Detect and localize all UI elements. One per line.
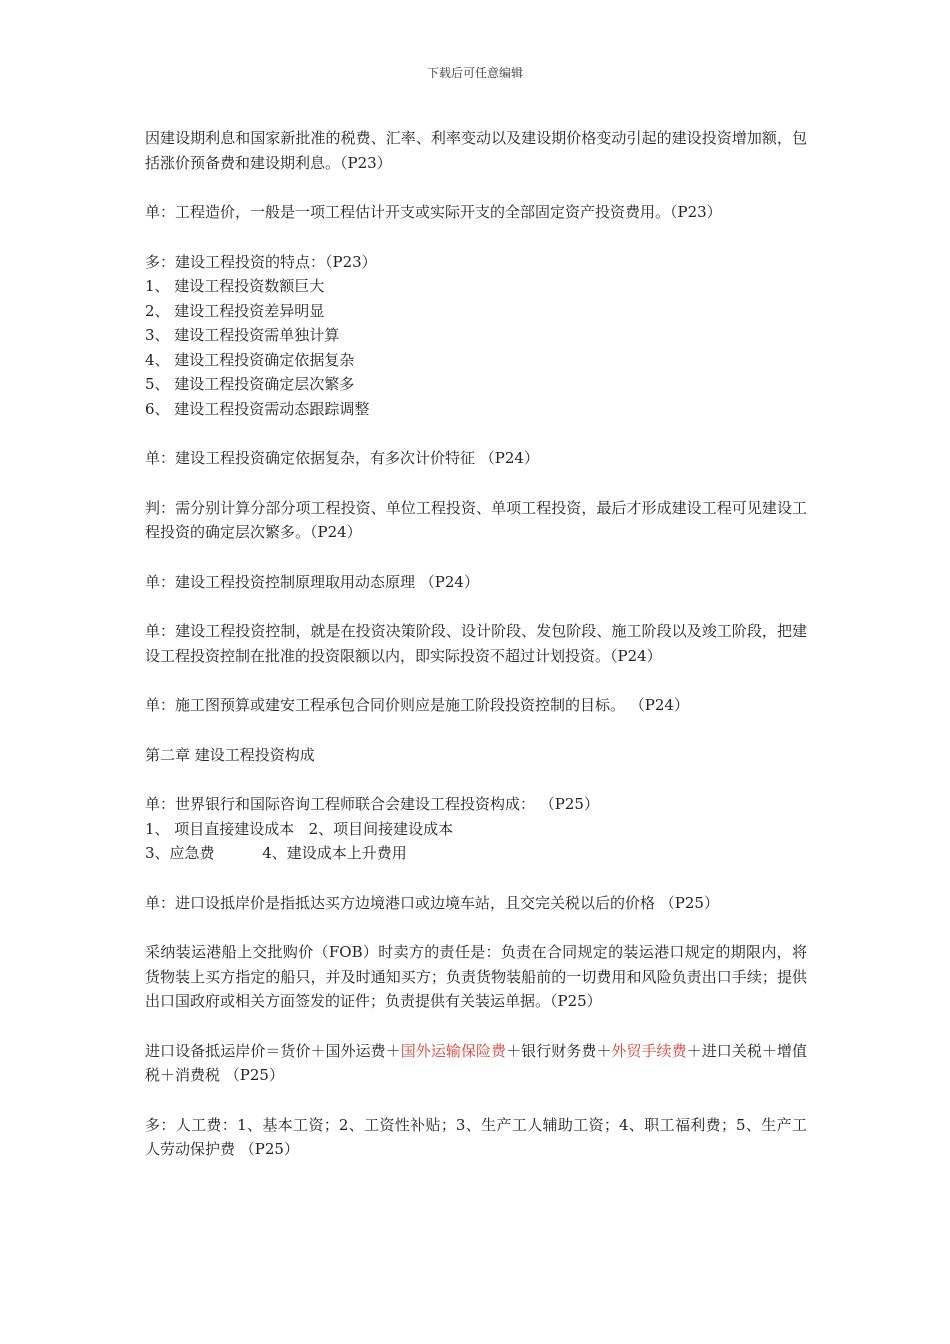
paragraph: 单：进口设抵岸价是指抵达买方边境港口或边境车站，且交完关税以后的价格 （P25） — [145, 893, 719, 912]
paragraph: 单：施工图预算或建安工程承包合同价则应是施工阶段投资控制的目标。 （P24） — [145, 696, 689, 714]
paragraph: 单：建设工程投资控制原理取用动态原理 （P24） — [145, 572, 479, 591]
list-title: 多：建设工程投资的特点：（P23） — [145, 252, 377, 271]
list-item: 2、 建设工程投资差异明显 — [145, 301, 325, 320]
list-item: 5、 建设工程投资确定层次繁多 — [145, 375, 355, 393]
highlighted-term: 国外运输保险费 — [400, 1041, 507, 1060]
paragraph: 采纳装运港船上交批购价（FOB）时卖方的责任是：负责在合同规定的装运港口规定的期限内，将货物装上买方指定的船只，并及时通知买方；负责货物装船前的一切费用和风险负责出口手续；提供出口国政府或相关方面签发的证件；负责提供有关装运单据。（P25） — [145, 943, 807, 1010]
paragraph: 多：人工费：1、基本工资；2、工资性补贴；3、生产工人辅助工资；4、职工福利费；5、生产工人劳动保护费 （P25） — [145, 1115, 807, 1158]
paragraph: 判：需分别计算分部分项工程投资、单位工程投资、单项工程投资，最后才形成建设工程可见建设工程投资的确定层次繁多。（P24） — [145, 498, 807, 541]
paragraph: 因建设期利息和国家新批准的税费、汇率、利率变动以及建设期价格变动引起的建设投资增加额，包括涨价预备费和建设期利息。（P23） — [145, 129, 807, 172]
document-body — [145, 126, 807, 1187]
formula-paragraph — [145, 1039, 807, 1088]
formula-segment: 进口设备抵运岸价＝货价＋国外运费＋ — [145, 1041, 401, 1060]
paragraph: 单：建设工程投资确定依据复杂，有多次计价特征 （P24） — [145, 449, 539, 467]
list-item: 3、 建设工程投资需单独计算 — [145, 326, 340, 344]
paragraph: 单：建设工程投资控制，就是在投资决策阶段、设计阶段、发包阶段、施工阶段以及竣工阶段，把建设工程投资控制在批准的投资限额以内，即实际投资不超过计划投资。（P24） — [145, 622, 807, 665]
formula-segment: ＋银行财务费＋ — [506, 1041, 612, 1060]
list-item: 3、应急费 4、建设成本上升费用 — [145, 844, 407, 862]
list-item: 4、 建设工程投资确定依据复杂 — [145, 350, 355, 369]
paragraph: 单：工程造价，一般是一项工程估计开支或实际开支的全部固定资产投资费用。（P23） — [145, 203, 722, 221]
list-title: 单：世界银行和国际咨询工程师联合会建设工程投资构成： （P25） — [145, 795, 599, 813]
highlighted-term: 外贸手续费 — [611, 1041, 687, 1060]
list-item: 1、 建设工程投资数额巨大 — [145, 277, 325, 295]
list-item: 6、 建设工程投资需动态跟踪调整 — [145, 399, 370, 418]
list-item: 1、 项目直接建设成本 2、项目间接建设成本 — [145, 819, 454, 838]
page-header: 下载后可任意编辑 — [426, 66, 523, 80]
formula-segment: ＋进口关税＋增值税＋消费税 （P25） — [145, 1041, 807, 1084]
chapter-heading: 第二章 建设工程投资构成 — [145, 745, 315, 764]
list-block — [145, 250, 807, 422]
list-block — [145, 792, 807, 866]
